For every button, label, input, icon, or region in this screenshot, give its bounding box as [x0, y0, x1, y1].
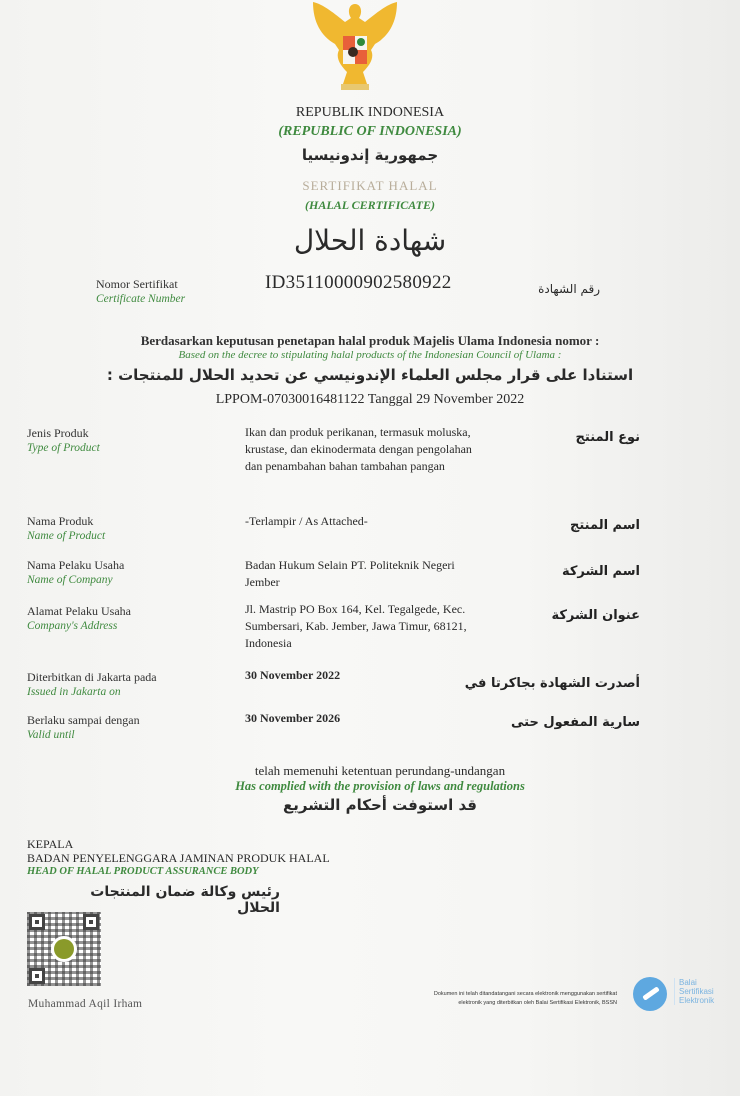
field-label-id: Jenis Produk [27, 426, 89, 440]
field-label-en: Name of Company [27, 574, 113, 586]
signatory-name: Muhammad Aqil Irham [28, 998, 143, 1010]
decree-text-en: Based on the decree to stipulating halal products of the Indonesian Council of Ulama : [178, 349, 562, 361]
certificate-title-id: SERTIFIKAT HALAL [302, 178, 438, 193]
note-line: Dokumen ini telah ditandatangani secara elektronik menggunakan sertifikat [433, 991, 617, 997]
qr-finder-icon [29, 914, 45, 930]
field-label-ar: أصدرت الشهادة بجاكرتا في [464, 676, 640, 691]
certificate-number-label-en: Certificate Number [96, 293, 186, 305]
field-label-en: Company's Address [27, 620, 118, 632]
bsre-line: Sertifikasi [679, 987, 714, 996]
field-label-id: Alamat Pelaku Usaha [27, 604, 131, 618]
field-label-id: Diterbitkan di Jakarta pada [27, 670, 157, 684]
signatory-title-en: HEAD OF HALAL PRODUCT ASSURANCE BODY [27, 866, 259, 877]
field-value-line: Ikan dan produk perikanan, termasuk moluska, [245, 425, 471, 439]
signatory-title-2: BADAN PENYELENGGARA JAMINAN PRODUK HALAL [27, 851, 330, 865]
note-line: elektronik yang diterbitkan oleh Balai Sertifikasi Elektronik, BSSN [458, 1000, 617, 1006]
field-label-ar: عنوان الشركة [551, 608, 640, 623]
certificate-title-en: (HALAL CERTIFICATE) [305, 198, 435, 212]
field-label-ar: نوع المنتج [575, 430, 640, 445]
compliance-text-ar: قد استوفت أحكام التشريع [283, 796, 477, 814]
signatory-title-ar: رئيس وكالة ضمان المنتجات الحلال [90, 884, 280, 916]
country-name-en: (REPUBLIC OF INDONESIA) [278, 124, 462, 139]
field-label-id: Nama Pelaku Usaha [27, 558, 125, 572]
field-label-id: Nama Produk [27, 514, 94, 528]
certificate-number-label-ar: رقم الشهادة [538, 282, 600, 296]
field-value-line: -Terlampir / As Attached- [245, 514, 368, 528]
field-label-en: Valid until [27, 729, 75, 741]
qr-finder-icon [29, 968, 45, 984]
decree-reference: LPPOM-07030016481122 Tanggal 29 November 2022 [215, 392, 525, 407]
garuda-emblem-icon [305, 0, 405, 92]
field-value-line: 30 November 2026 [245, 711, 341, 725]
certificate-number-value: ID35110000902580922 [265, 272, 452, 293]
electronic-signature-note [355, 990, 617, 1008]
certificate-number-label [96, 277, 185, 307]
signatory-block [27, 837, 330, 879]
field-value-line: Badan Hukum Selain PT. Politeknik Negeri [245, 558, 455, 572]
field-label-ar: سارية المفعول حتى [511, 715, 640, 730]
bsre-logo-text [674, 978, 714, 1005]
field-label-ar: اسم الشركة [561, 564, 640, 579]
bsre-logo-icon [633, 977, 667, 1011]
field-value-line: krustase, dan ekinodermata dengan pengolahan [245, 442, 472, 456]
field-value-line: dan penambahan bahan tambahan pangan [245, 459, 445, 473]
signatory-title-1: KEPALA [27, 837, 74, 851]
bsre-line: Balai [679, 978, 697, 987]
certificate-number-label-id: Nomor Sertifikat [96, 277, 178, 291]
field-value-line: Jember [245, 575, 280, 589]
field-value-line: Jl. Mastrip PO Box 164, Kel. Tegalgede, Kec. [245, 602, 466, 616]
field-label-en: Name of Product [27, 530, 106, 542]
bpjph-logo-icon [54, 939, 74, 959]
country-name-ar: جمهورية إندونيسيا [301, 146, 439, 164]
certificate-title-ar: شهادة الحلال [293, 224, 447, 257]
field-value-line: 30 November 2022 [245, 668, 341, 682]
decree-text-ar: استنادا على قرار مجلس العلماء الإندونيسي عن تحديد الحلال للمنتجات : [106, 366, 634, 384]
field-label-ar: اسم المنتج [570, 518, 640, 533]
field-label-en: Issued in Jakarta on [27, 686, 121, 698]
field-label-id: Berlaku sampai dengan [27, 713, 140, 727]
qr-code [27, 912, 101, 986]
compliance-text-id: telah memenuhi ketentuan perundang-undangan [254, 763, 506, 778]
field-label-en: Type of Product [27, 442, 100, 454]
decree-text-id: Berdasarkan keputusan penetapan halal produk Majelis Ulama Indonesia nomor : [140, 333, 600, 348]
country-name-id: REPUBLIK INDONESIA [295, 105, 445, 120]
qr-finder-icon [83, 914, 99, 930]
field-value-line: Sumbersari, Kab. Jember, Jawa Timur, 68121, [245, 619, 467, 633]
compliance-text-en: Has complied with the provision of laws and regulations [235, 779, 525, 793]
bsre-line: Elektronik [679, 996, 715, 1005]
field-value-line: Indonesia [245, 636, 292, 650]
